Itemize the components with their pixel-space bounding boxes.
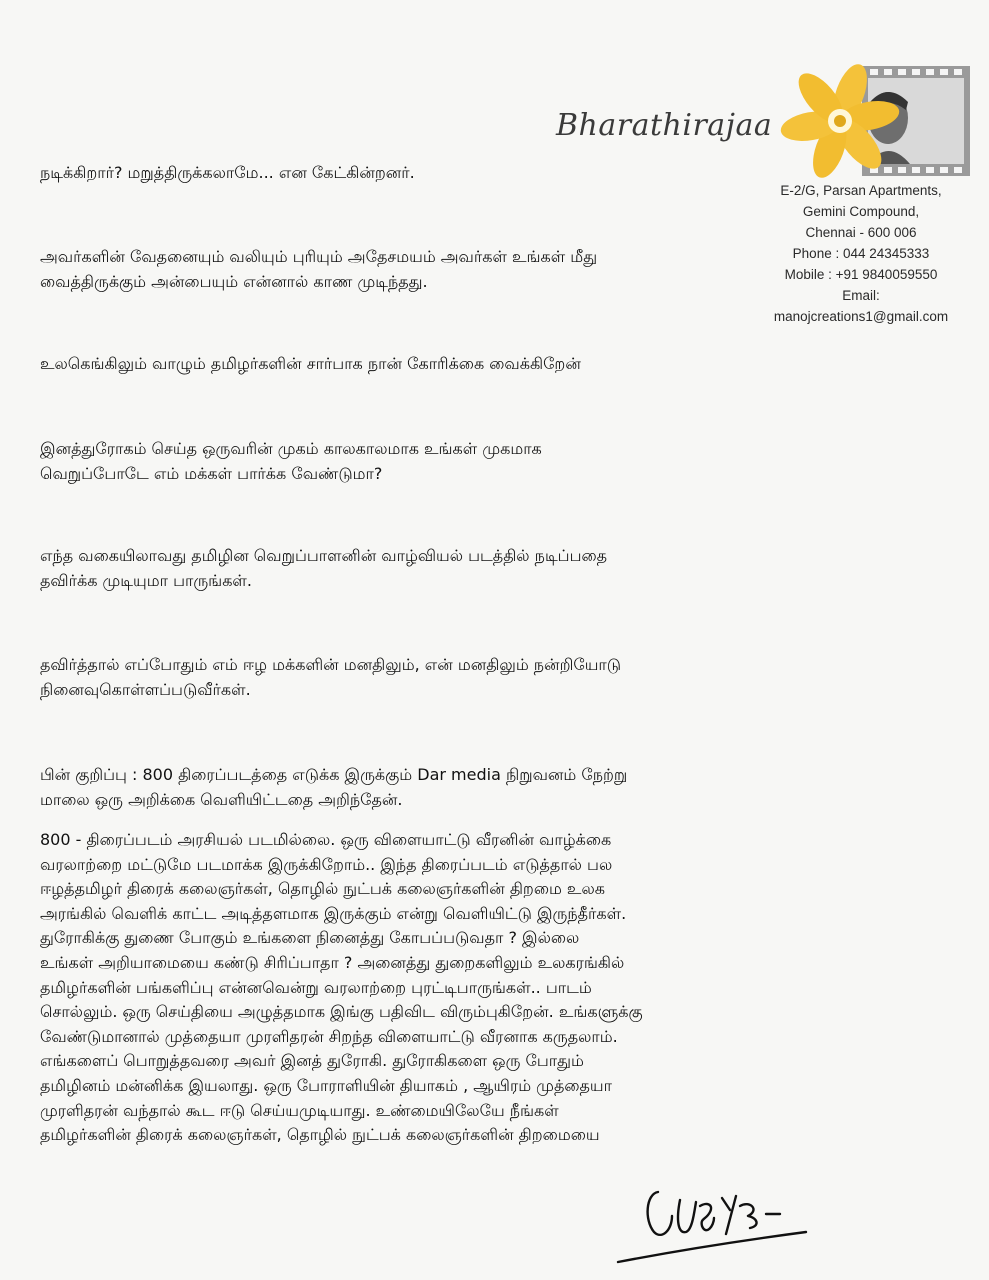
text-line: மாலை ஒரு அறிக்கை வெளியிட்டதை அறிந்தேன். <box>40 790 403 809</box>
text-line: வெறுப்போடே எம் மக்கள் பார்க்க வேண்டுமா? <box>40 464 383 483</box>
paragraph-3 <box>40 351 760 376</box>
text-line: துரோகிக்கு துணை போகும் உங்களை நினைத்து கோபப்படுவதா ? இல்லை <box>40 928 580 948</box>
text-line: வைத்திருக்கும் அன்பையும் என்னால் காண முடிந்தது. <box>40 272 428 291</box>
text-line: வேண்டுமானால் முத்தையா முரளிதரன் சிறந்த விளையாட்டு வீரனாக கருதலாம். <box>40 1026 618 1046</box>
text-line: நினைவுகொள்ளப்படுவீர்கள். <box>40 680 251 699</box>
paragraph-4 <box>40 436 760 486</box>
text-line: அரங்கில் வெளிக் காட்ட அடித்தளமாக இருக்கும் என்று வெளியிட்டு இருந்தீர்கள். <box>40 903 627 923</box>
text-line: பின் குறிப்பு : 800 திரைப்படத்தை எடுக்க இருக்கும் Dar media நிறுவனம் நேற்று <box>40 765 628 784</box>
text-line: அவர்களின் வேதனையும் வலியும் புரியும் அதேசமயம் அவர்கள் உங்கள் மீது <box>40 247 598 266</box>
text-line: முரளிதரன் வந்தால் கூட ஈடு செய்யமுடியாது. உண்மையிலேயே நீங்கள் <box>40 1100 559 1120</box>
address-block <box>766 180 956 327</box>
text-line: இனத்துரோகம் செய்த ஒருவரின் முகம் காலகாலமாக உங்கள் முகமாக <box>40 439 542 458</box>
email-label: Email: <box>842 288 880 303</box>
phone-line: Phone : 044 24345333 <box>792 246 930 261</box>
flower-film-logo <box>770 56 970 186</box>
text-line: தமிழர்களின் திரைக் கலைஞர்கள், தொழில் நுட்பக் கலைஞர்களின் திறமையை <box>40 1125 600 1145</box>
text-line: ஈழத்தமிழர் திரைக் கலைஞர்கள், தொழில் நுட்பக் கலைஞர்களின் திறமை உலக <box>40 879 605 899</box>
paragraph-1 <box>40 160 760 185</box>
text-line: எந்த வகையிலாவது தமிழின வெறுப்பாளனின் வாழ்வியல் படத்தில் நடிப்பதை <box>40 546 608 565</box>
paragraph-5 <box>40 543 760 593</box>
paragraph-6 <box>40 652 760 702</box>
paragraph-2 <box>40 244 760 294</box>
text-line: தமிழர்களின் பங்களிப்பு என்னவென்று வரலாற்றை புரட்டிபாருங்கள்.. பாடம் <box>40 977 592 997</box>
brand-name: Bharathirajaa <box>556 108 773 143</box>
email-address: manojcreations1@gmail.com <box>773 309 949 324</box>
text-line: தவிர்த்தால் எப்போதும் எம் ஈழ மக்களின் மனதிலும், என் மனதிலும் நன்றியோடு <box>40 655 622 674</box>
text-line: எங்களைப் பொறுத்தவரை அவர் இனத் துரோகி. துரோகிகளை ஒரு போதும் <box>40 1051 584 1071</box>
text-line: சொல்லும். ஒரு செய்தியை அழுத்தமாக இங்கு பதிவிட விரும்புகிறேன். உங்களுக்கு <box>40 1002 643 1022</box>
address-line: Gemini Compound, <box>802 204 920 219</box>
paragraph-postscript <box>40 762 760 812</box>
text-line: வரலாற்றை மட்டுமே படமாக்க இருக்கிறோம்.. இந்த திரைப்படம் எடுத்தால் பல <box>40 854 613 874</box>
text-line: நடிக்கிறார்? மறுத்திருக்கலாமே... என கேட்கின்றனர். <box>40 163 415 182</box>
handwritten-signature <box>610 1180 810 1270</box>
text-line: உங்கள் அறியாமையை கண்டு சிரிப்பாதா ? அனைத்து துறைகளிலும் உலகரங்கில் <box>40 952 625 972</box>
text-line: தவிர்க்க முடியுமா பாருங்கள். <box>40 571 252 590</box>
address-line: Chennai - 600 006 <box>805 225 917 240</box>
address-line: E-2/G, Parsan Apartments, <box>780 183 942 198</box>
text-line: உலகெங்கிலும் வாழும் தமிழர்களின் சார்பாக நான் கோரிக்கை வைக்கிறேன் <box>40 354 581 373</box>
mobile-line: Mobile : +91 9840059550 <box>784 267 938 282</box>
paragraph-8 <box>40 828 800 1148</box>
text-line: 800 - திரைப்படம் அரசியல் படமில்லை. ஒரு விளையாட்டு வீரனின் வாழ்க்கை <box>40 830 612 849</box>
text-line: தமிழினம் மன்னிக்க இயலாது. ஒரு போராளியின் தியாகம் , ஆயிரம் முத்தையா <box>40 1075 612 1095</box>
